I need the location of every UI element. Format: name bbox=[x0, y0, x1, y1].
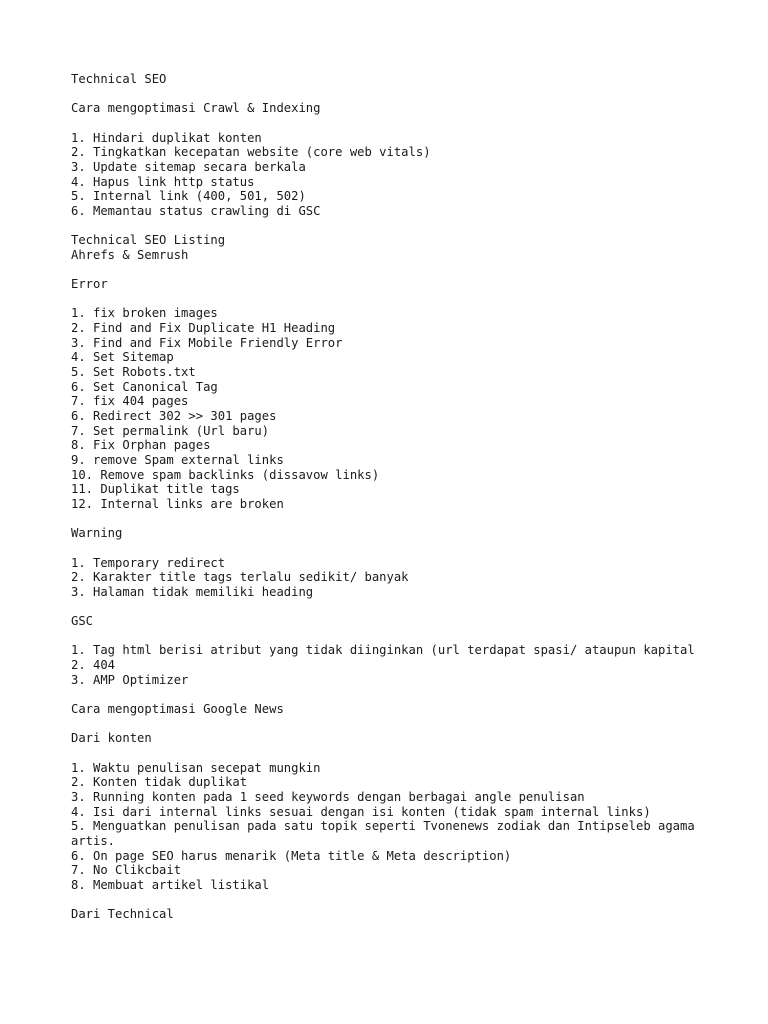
blank-line bbox=[71, 629, 731, 644]
text-line: 9. remove Spam external links bbox=[71, 452, 284, 467]
text-line: 5. Internal link (400, 501, 502) bbox=[71, 189, 306, 204]
text-line: 1. Tag html berisi atribut yang tidak diinginkan (url terdapat spasi/ ataupun kapital bbox=[71, 643, 695, 658]
text-line: 8. Membuat artikel listikal bbox=[71, 877, 270, 892]
text-line: 7. No Clikcbait bbox=[71, 863, 182, 878]
text-line: Ahrefs & Semrush bbox=[71, 247, 189, 262]
text-line: 8. Fix Orphan pages bbox=[71, 438, 211, 453]
text-line: 6. On page SEO harus menarik (Meta title & Meta description) bbox=[71, 848, 512, 863]
text-line: 3. Halaman tidak memiliki heading bbox=[71, 584, 314, 599]
text-line: 5. Menguatkan penulisan pada satu topik seperti Tvonenews zodiak dan Intipseleb agama artis. bbox=[71, 819, 703, 848]
blank-line bbox=[71, 687, 731, 702]
text-line: 1. Hindari duplikat konten bbox=[71, 130, 262, 145]
text-line: 10. Remove spam backlinks (dissavow links) bbox=[71, 467, 380, 482]
text-line: 3. Running konten pada 1 seed keywords dengan berbagai angle penulisan bbox=[71, 789, 585, 804]
text-line: 7. Set permalink (Url baru) bbox=[71, 423, 270, 438]
text-line: 3. Update sitemap secara berkala bbox=[71, 159, 306, 174]
text-line: 2. Konten tidak duplikat bbox=[71, 775, 248, 790]
text-line: 5. Set Robots.txt bbox=[71, 365, 196, 380]
text-line: 2. Karakter title tags terlalu sedikit/ banyak bbox=[71, 570, 409, 585]
text-line: 1. Waktu penulisan secepat mungkin bbox=[71, 760, 321, 775]
blank-line bbox=[71, 893, 731, 908]
text-line: 3. Find and Fix Mobile Friendly Error bbox=[71, 335, 343, 350]
text-line: 1. Temporary redirect bbox=[71, 555, 226, 570]
text-line: 12. Internal links are broken bbox=[71, 496, 284, 511]
blank-line bbox=[71, 600, 731, 615]
text-line: Cara mengoptimasi Crawl & Indexing bbox=[71, 101, 321, 116]
blank-line bbox=[71, 87, 731, 102]
text-line: 6. Redirect 302 >> 301 pages bbox=[71, 409, 277, 424]
text-line: 4. Isi dari internal links sesuai dengan isi konten (tidak spam internal links) bbox=[71, 804, 651, 819]
text-line: 4. Hapus link http status bbox=[71, 174, 255, 189]
text-line: 2. Find and Fix Duplicate H1 Heading bbox=[71, 321, 336, 336]
blank-line bbox=[71, 116, 731, 131]
text-line: Cara mengoptimasi Google News bbox=[71, 702, 284, 717]
blank-line bbox=[71, 541, 731, 556]
text-line: 6. Memantau status crawling di GSC bbox=[71, 203, 321, 218]
text-line: 11. Duplikat title tags bbox=[71, 482, 240, 497]
text-line: 2. 404 bbox=[71, 658, 116, 673]
blank-line bbox=[71, 717, 731, 732]
text-line: Error bbox=[71, 277, 108, 292]
text-line: 7. fix 404 pages bbox=[71, 394, 189, 409]
blank-line bbox=[71, 292, 731, 307]
text-line: 3. AMP Optimizer bbox=[71, 672, 189, 687]
text-line: GSC bbox=[71, 614, 94, 629]
text-line: Dari konten bbox=[71, 731, 152, 746]
text-line: 4. Set Sitemap bbox=[71, 350, 174, 365]
text-line: Warning bbox=[71, 526, 123, 541]
text-line: Technical SEO bbox=[71, 72, 167, 86]
text-line: Technical SEO Listing bbox=[71, 233, 226, 248]
text-line: Dari Technical bbox=[71, 907, 174, 922]
blank-line bbox=[71, 262, 731, 277]
text-line: 2. Tingkatkan kecepatan website (core web vitals) bbox=[71, 145, 431, 160]
blank-line bbox=[71, 746, 731, 761]
text-line: 1. fix broken images bbox=[71, 306, 218, 321]
text-line: 6. Set Canonical Tag bbox=[71, 379, 218, 394]
blank-line bbox=[71, 512, 731, 527]
blank-line bbox=[71, 219, 731, 234]
document-text bbox=[71, 72, 731, 922]
